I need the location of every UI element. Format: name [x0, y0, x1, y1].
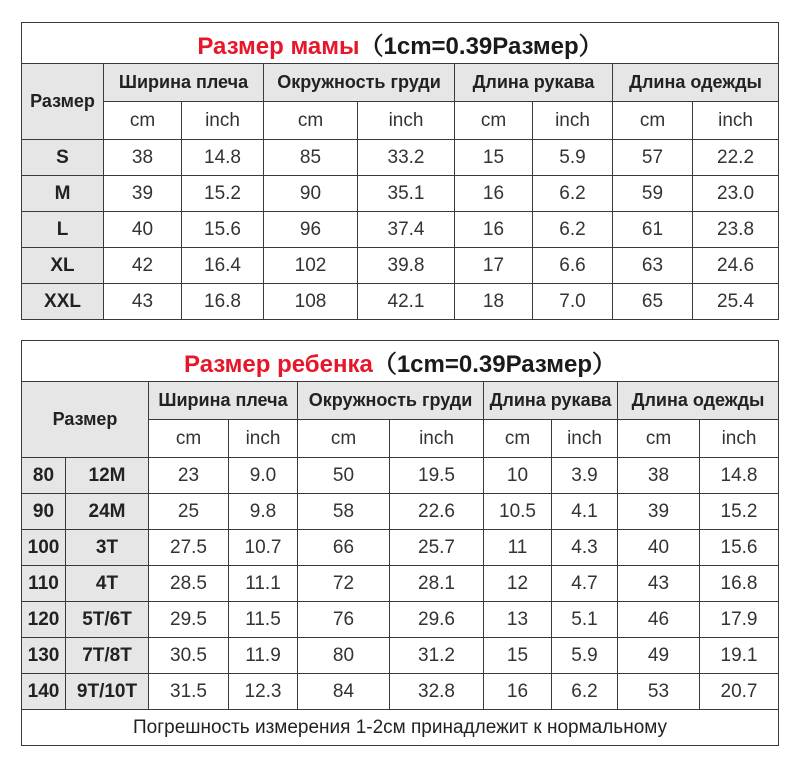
measurement-cell: 29.5 [149, 602, 229, 638]
measurement-cell: 90 [264, 176, 358, 212]
size-label: XL [22, 248, 104, 284]
measurement-cell: 38 [104, 140, 182, 176]
mother-col-sleeve: Длина рукава [455, 64, 613, 102]
mother-unit-inch: inch [693, 102, 779, 140]
mother-unit-inch: inch [533, 102, 613, 140]
mother-size-table [21, 22, 779, 320]
measurement-cell: 6.2 [552, 674, 618, 710]
measurement-cell: 19.1 [700, 638, 779, 674]
measurement-cell: 16.8 [700, 566, 779, 602]
measurement-cell: 11.5 [229, 602, 298, 638]
table-row [22, 494, 779, 530]
measurement-cell: 57 [613, 140, 693, 176]
measurement-cell: 42.1 [358, 284, 455, 320]
measurement-cell: 16 [484, 674, 552, 710]
measurement-cell: 4.3 [552, 530, 618, 566]
measurement-cell: 38 [618, 458, 700, 494]
measurement-cell: 6.6 [533, 248, 613, 284]
measurement-cell: 25 [149, 494, 229, 530]
mother-unit-cm: cm [264, 102, 358, 140]
height-label: 130 [22, 638, 66, 674]
measurement-cell: 16 [455, 212, 533, 248]
child-col-shoulder: Ширина плеча [149, 382, 298, 420]
measurement-cell: 50 [298, 458, 390, 494]
mother-title-label: Размер мамы [197, 32, 360, 60]
child-unit-cm: cm [298, 420, 390, 458]
table-row [22, 248, 779, 284]
table-row [22, 674, 779, 710]
table-row [22, 212, 779, 248]
measurement-cell: 58 [298, 494, 390, 530]
measurement-cell: 14.8 [182, 140, 264, 176]
child-col-length: Длина одежды [618, 382, 779, 420]
child-unit-inch: inch [552, 420, 618, 458]
measurement-cell: 96 [264, 212, 358, 248]
measurement-cell: 25.7 [390, 530, 484, 566]
size-label: L [22, 212, 104, 248]
child-size-table [21, 340, 779, 746]
height-label: 100 [22, 530, 66, 566]
mother-title-suffix: （1cm=0.39Размер） [359, 32, 603, 60]
table-row [22, 530, 779, 566]
child-unit-inch: inch [229, 420, 298, 458]
measurement-cell: 11.1 [229, 566, 298, 602]
mother-col-bust: Окружность груди [264, 64, 455, 102]
measurement-cell: 10 [484, 458, 552, 494]
measurement-cell: 39.8 [358, 248, 455, 284]
measurement-cell: 30.5 [149, 638, 229, 674]
measurement-cell: 22.2 [693, 140, 779, 176]
table-row [22, 284, 779, 320]
table-row [22, 140, 779, 176]
measurement-cell: 27.5 [149, 530, 229, 566]
child-unit-cm: cm [484, 420, 552, 458]
table-row [22, 458, 779, 494]
measurement-cell: 5.9 [533, 140, 613, 176]
size-label: XXL [22, 284, 104, 320]
measurement-cell: 15 [484, 638, 552, 674]
mother-unit-cm: cm [613, 102, 693, 140]
measurement-cell: 84 [298, 674, 390, 710]
mother-unit-inch: inch [358, 102, 455, 140]
height-label: 140 [22, 674, 66, 710]
mother-col-shoulder: Ширина плеча [104, 64, 264, 102]
measurement-cell: 23.8 [693, 212, 779, 248]
measurement-cell: 25.4 [693, 284, 779, 320]
measurement-cell: 16 [455, 176, 533, 212]
measurement-cell: 108 [264, 284, 358, 320]
measurement-cell: 61 [613, 212, 693, 248]
measurement-cell: 11.9 [229, 638, 298, 674]
measurement-cell: 6.2 [533, 212, 613, 248]
measurement-cell: 76 [298, 602, 390, 638]
measurement-cell: 17.9 [700, 602, 779, 638]
measurement-cell: 40 [618, 530, 700, 566]
table-row [22, 602, 779, 638]
measurement-cell: 20.7 [700, 674, 779, 710]
child-col-bust: Окружность груди [298, 382, 484, 420]
child-title-label: Размер ребенка [184, 350, 373, 378]
measurement-cell: 4.1 [552, 494, 618, 530]
measurement-cell: 46 [618, 602, 700, 638]
measurement-cell: 5.1 [552, 602, 618, 638]
measurement-cell: 4.7 [552, 566, 618, 602]
mother-unit-inch: inch [182, 102, 264, 140]
measurement-cell: 13 [484, 602, 552, 638]
table-row [22, 176, 779, 212]
measurement-cell: 40 [104, 212, 182, 248]
measurement-cell: 18 [455, 284, 533, 320]
height-label: 110 [22, 566, 66, 602]
measurement-cell: 15.6 [182, 212, 264, 248]
measurement-cell: 49 [618, 638, 700, 674]
table-row [22, 638, 779, 674]
measurement-cell: 12.3 [229, 674, 298, 710]
measurement-cell: 12 [484, 566, 552, 602]
measurement-cell: 31.2 [390, 638, 484, 674]
age-label: 5T/6T [66, 602, 149, 638]
age-label: 9T/10T [66, 674, 149, 710]
table-row [22, 566, 779, 602]
measurement-cell: 16.8 [182, 284, 264, 320]
measurement-cell: 22.6 [390, 494, 484, 530]
mother-table-title [22, 23, 779, 64]
age-label: 12M [66, 458, 149, 494]
age-label: 7T/8T [66, 638, 149, 674]
measurement-cell: 43 [618, 566, 700, 602]
measurement-cell: 63 [613, 248, 693, 284]
measurement-cell: 72 [298, 566, 390, 602]
measurement-cell: 6.2 [533, 176, 613, 212]
age-label: 4T [66, 566, 149, 602]
size-label: M [22, 176, 104, 212]
measurement-cell: 85 [264, 140, 358, 176]
age-label: 24M [66, 494, 149, 530]
child-unit-inch: inch [700, 420, 779, 458]
height-label: 120 [22, 602, 66, 638]
measurement-cell: 14.8 [700, 458, 779, 494]
measurement-cell: 5.9 [552, 638, 618, 674]
measurement-cell: 28.5 [149, 566, 229, 602]
mother-col-length: Длина одежды [613, 64, 779, 102]
measurement-cell: 80 [298, 638, 390, 674]
measurement-cell: 17 [455, 248, 533, 284]
measurement-cell: 9.8 [229, 494, 298, 530]
child-size-header: Размер [22, 382, 149, 458]
measurement-cell: 23 [149, 458, 229, 494]
measurement-cell: 32.8 [390, 674, 484, 710]
measurement-cell: 35.1 [358, 176, 455, 212]
mother-unit-cm: cm [104, 102, 182, 140]
measurement-cell: 39 [104, 176, 182, 212]
size-label: S [22, 140, 104, 176]
mother-unit-cm: cm [455, 102, 533, 140]
child-unit-cm: cm [149, 420, 229, 458]
measurement-cell: 31.5 [149, 674, 229, 710]
measurement-cell: 23.0 [693, 176, 779, 212]
child-col-sleeve: Длина рукава [484, 382, 618, 420]
measurement-cell: 42 [104, 248, 182, 284]
measurement-cell: 10.7 [229, 530, 298, 566]
measurement-cell: 24.6 [693, 248, 779, 284]
measurement-note: Погрешность измерения 1-2см принадлежит к нормальному [22, 710, 779, 746]
child-table-title [22, 341, 779, 382]
measurement-cell: 29.6 [390, 602, 484, 638]
measurement-cell: 65 [613, 284, 693, 320]
measurement-cell: 9.0 [229, 458, 298, 494]
measurement-cell: 10.5 [484, 494, 552, 530]
measurement-cell: 7.0 [533, 284, 613, 320]
measurement-cell: 39 [618, 494, 700, 530]
child-title-suffix: （1cm=0.39Размер） [372, 350, 617, 378]
measurement-cell: 11 [484, 530, 552, 566]
measurement-cell: 15.2 [182, 176, 264, 212]
measurement-cell: 43 [104, 284, 182, 320]
child-unit-cm: cm [618, 420, 700, 458]
measurement-cell: 28.1 [390, 566, 484, 602]
measurement-cell: 15 [455, 140, 533, 176]
measurement-cell: 3.9 [552, 458, 618, 494]
measurement-cell: 15.2 [700, 494, 779, 530]
height-label: 90 [22, 494, 66, 530]
measurement-cell: 19.5 [390, 458, 484, 494]
measurement-cell: 102 [264, 248, 358, 284]
measurement-cell: 33.2 [358, 140, 455, 176]
measurement-cell: 53 [618, 674, 700, 710]
measurement-cell: 59 [613, 176, 693, 212]
mother-size-header: Размер [22, 64, 104, 140]
measurement-cell: 66 [298, 530, 390, 566]
measurement-cell: 37.4 [358, 212, 455, 248]
age-label: 3T [66, 530, 149, 566]
child-unit-inch: inch [390, 420, 484, 458]
measurement-cell: 16.4 [182, 248, 264, 284]
height-label: 80 [22, 458, 66, 494]
measurement-cell: 15.6 [700, 530, 779, 566]
